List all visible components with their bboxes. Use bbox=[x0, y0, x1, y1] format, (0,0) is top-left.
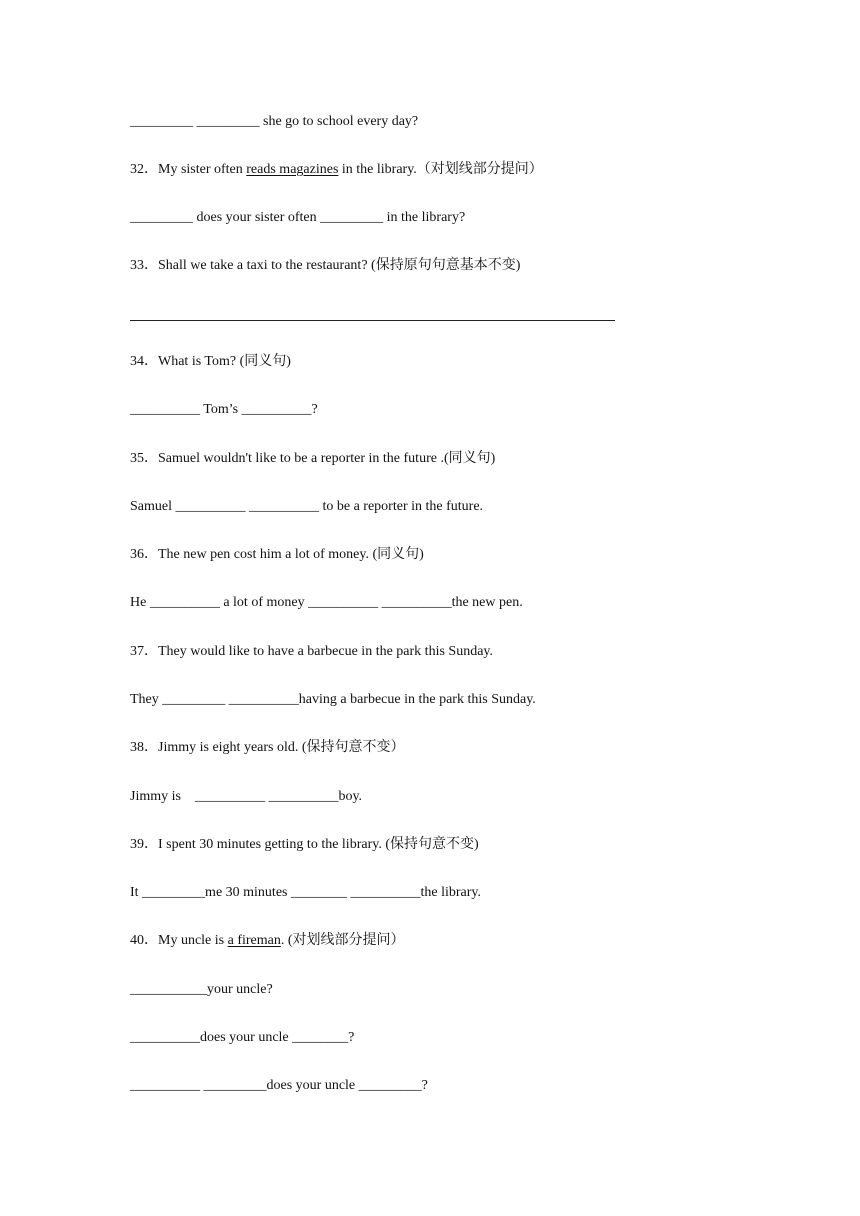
q35-question: 35．Samuel wouldn't like to be a reporter in the future .(同义句) bbox=[130, 451, 496, 466]
q40-text-after: . (对划线部分提问） bbox=[280, 933, 405, 948]
q40-text-before: 40．My uncle is bbox=[130, 933, 228, 948]
q37-question: 37．They would like to have a barbecue in the park this Sunday. bbox=[130, 644, 493, 659]
q33-answer-rule bbox=[130, 320, 615, 321]
q36-question: 36．The new pen cost him a lot of money. (同义句) bbox=[130, 547, 424, 562]
q37-answer-line: They _________ __________having a barbecue in the park this Sunday. bbox=[130, 692, 536, 707]
q40-answer-line-3: __________ _________does your uncle _________? bbox=[130, 1078, 428, 1093]
q35-answer-line: Samuel __________ __________ to be a reporter in the future. bbox=[130, 499, 484, 514]
q32-underlined-phrase: reads magazines bbox=[246, 162, 339, 177]
q32-question bbox=[130, 161, 543, 179]
q34-question: 34．What is Tom? (同义句) bbox=[130, 354, 291, 369]
q36-answer-line: He __________ a lot of money __________ __________the new pen. bbox=[130, 595, 523, 610]
q40-answer-line-1: ___________your uncle? bbox=[130, 982, 273, 997]
q39-question: 39．I spent 30 minutes getting to the library. (保持句意不变) bbox=[130, 837, 479, 852]
q34-answer-line: __________ Tom’s __________? bbox=[130, 402, 318, 417]
q38-question: 38．Jimmy is eight years old. (保持句意不变） bbox=[130, 740, 405, 755]
q38-answer-line: Jimmy is __________ __________boy. bbox=[130, 789, 363, 804]
q39-answer-line: It _________me 30 minutes ________ __________the library. bbox=[130, 885, 481, 900]
q32-answer-line: _________ does your sister often _________ in the library? bbox=[130, 210, 466, 225]
q33-question: 33．Shall we take a taxi to the restaurant? (保持原句句意基本不变) bbox=[130, 258, 521, 273]
q40-underlined-phrase: a fireman bbox=[227, 933, 281, 948]
q40-answer-line-2: __________does your uncle ________? bbox=[130, 1030, 355, 1045]
q40-question bbox=[130, 932, 405, 950]
q32-text-before: 32．My sister often bbox=[130, 162, 247, 177]
q31-answer-line: _________ _________ she go to school every day? bbox=[130, 114, 419, 129]
q32-text-after: in the library.（对划线部分提问） bbox=[338, 162, 543, 177]
